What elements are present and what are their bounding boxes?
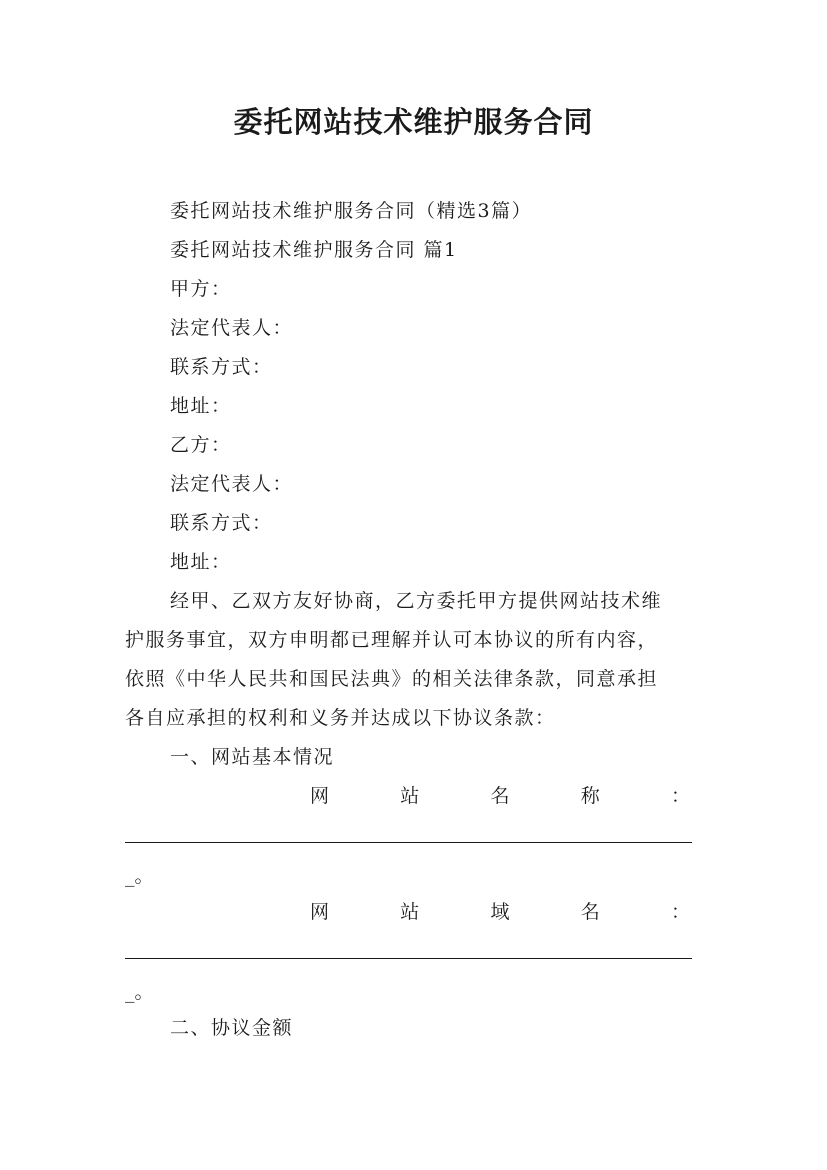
label-char: 网 bbox=[310, 785, 330, 807]
party-a-address-label: 地址： bbox=[170, 395, 232, 417]
party-a-representative-label: 法定代表人： bbox=[170, 317, 294, 339]
section-heading: 一、网站基本情况 bbox=[170, 746, 335, 768]
blank-tail: _。 bbox=[125, 865, 154, 887]
label-char: 域 bbox=[490, 901, 510, 923]
blank-tail: _。 bbox=[125, 981, 154, 1003]
document-subtitle: 委托网站技术维护服务合同（精选3篇） bbox=[170, 200, 533, 222]
party-b-address-label: 地址： bbox=[170, 551, 232, 573]
label-char: ： bbox=[670, 785, 690, 807]
section-heading: 二、协议金额 bbox=[170, 1017, 294, 1039]
site-domain-field-label bbox=[310, 897, 690, 927]
label-char: 网 bbox=[310, 901, 330, 923]
label-char: 称 bbox=[580, 785, 600, 807]
paragraph-line: 护服务事宜，双方申明都已理解并认可本协议的所有内容， bbox=[125, 629, 659, 651]
label-char: ： bbox=[670, 901, 690, 923]
blank-underline bbox=[125, 842, 692, 843]
site-name-field-label bbox=[310, 781, 690, 811]
paragraph-line: 经甲、乙双方友好协商，乙方委托甲方提供网站技术维 bbox=[170, 590, 663, 612]
paragraph-line: 各自应承担的权利和义务并达成以下协议条款： bbox=[125, 707, 556, 729]
party-a-label: 甲方： bbox=[170, 278, 232, 300]
party-b-label: 乙方： bbox=[170, 434, 232, 456]
party-b-representative-label: 法定代表人： bbox=[170, 473, 294, 495]
label-char: 名 bbox=[580, 901, 600, 923]
party-a-contact-label: 联系方式： bbox=[170, 356, 273, 378]
paragraph-line: 依照《中华人民共和国民法典》的相关法律条款，同意承担 bbox=[125, 668, 659, 690]
article-heading: 委托网站技术维护服务合同 篇1 bbox=[170, 239, 458, 261]
blank-underline bbox=[125, 958, 692, 959]
label-char: 名 bbox=[490, 785, 510, 807]
document-title: 委托网站技术维护服务合同 bbox=[233, 105, 594, 139]
party-b-contact-label: 联系方式： bbox=[170, 512, 273, 534]
label-char: 站 bbox=[400, 901, 420, 923]
label-char: 站 bbox=[400, 785, 420, 807]
